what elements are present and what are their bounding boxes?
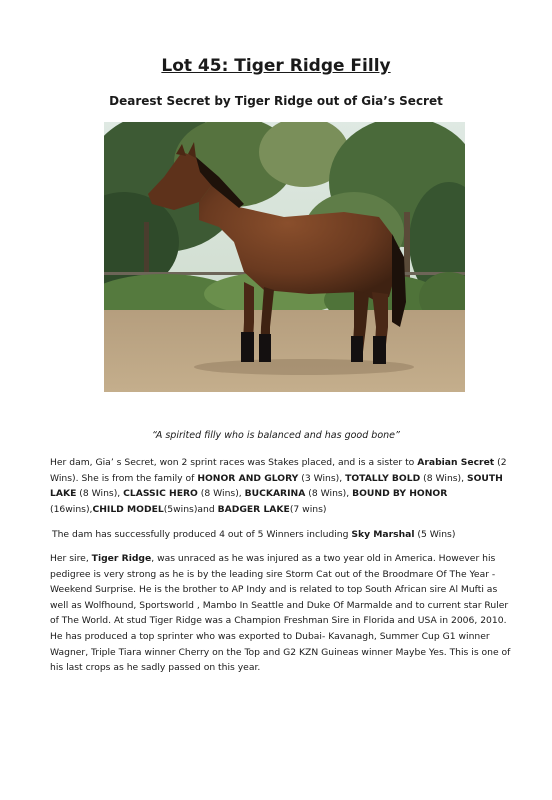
sire-highlight: Tiger Ridge bbox=[91, 553, 152, 564]
dam-highlight: CHILD MODEL bbox=[92, 503, 164, 515]
dam-highlight: Arabian Secret bbox=[417, 457, 495, 468]
sire-paragraph: Her sire, Tiger Ridge, was unraced as he was injured as a two year old in America. However his pedigree is very strong as he is by the leading sire Storm Cat out of the Broodmare Of The Year - Weekend Surprise. He is the brother to AP Indy and is related to top South African sire Al Mufti as well as Wolfhound, Sportsworld , Mambo In Seattle and Duke Of Marmalde and to current star Ruler of The World. At stud Tiger Ridge was a Champion Freshman Sire in Florida and USA in 2006, 2010. He has produced a top sprinter who was exported to Dubai- Kavanagh, Summer Cup G1 winner Wagner, Triple Tiara winner Cherry on the Top and G2 KZN Guineas winner Maybe Yes. This is one of his last crops as he sadly passed on this year. bbox=[50, 553, 511, 674]
dam-highlight: BUCKARINA bbox=[244, 488, 306, 500]
dam-highlight: HONOR AND GLORY bbox=[197, 472, 299, 484]
page-title: Lot 45: Tiger Ridge Filly bbox=[161, 56, 391, 76]
produce-highlight: Sky Marshal bbox=[351, 529, 415, 540]
photo-caption: “A spirited filly who is balanced and has good bone” bbox=[152, 430, 400, 441]
dam-highlight: CLASSIC HERO bbox=[123, 488, 198, 500]
dam-highlight: BADGER LAKE bbox=[217, 503, 290, 515]
dam-highlight: BOUND BY HONOR bbox=[352, 488, 448, 500]
page-subtitle: Dearest Secret by Tiger Ridge out of Gia’s Secret bbox=[109, 94, 443, 108]
dam-paragraph: Her dam, Gia’ s Secret, won 2 sprint races was Stakes placed, and is a sister to Arabian Secret (2 Wins). She is from the family of HONOR AND GLORY (3 Wins), TOTALLY BOLD (8 Wins), SOUTH LAKE (8 Wins), CLASSIC HERO (8 Wins), BUCKARINA (8 Wins), BOUND BY HONOR (16wins),CHILD MODEL(5wins)and BADGER LAKE(7 wins) bbox=[50, 457, 507, 515]
produce-paragraph: The dam has successfully produced 4 out of 5 Winners including Sky Marshal (5 Wins) bbox=[52, 529, 456, 540]
dam-highlight: SOUTH LAKE bbox=[50, 472, 503, 500]
dam-highlight: TOTALLY BOLD bbox=[345, 472, 421, 484]
horse-photo bbox=[104, 122, 465, 392]
